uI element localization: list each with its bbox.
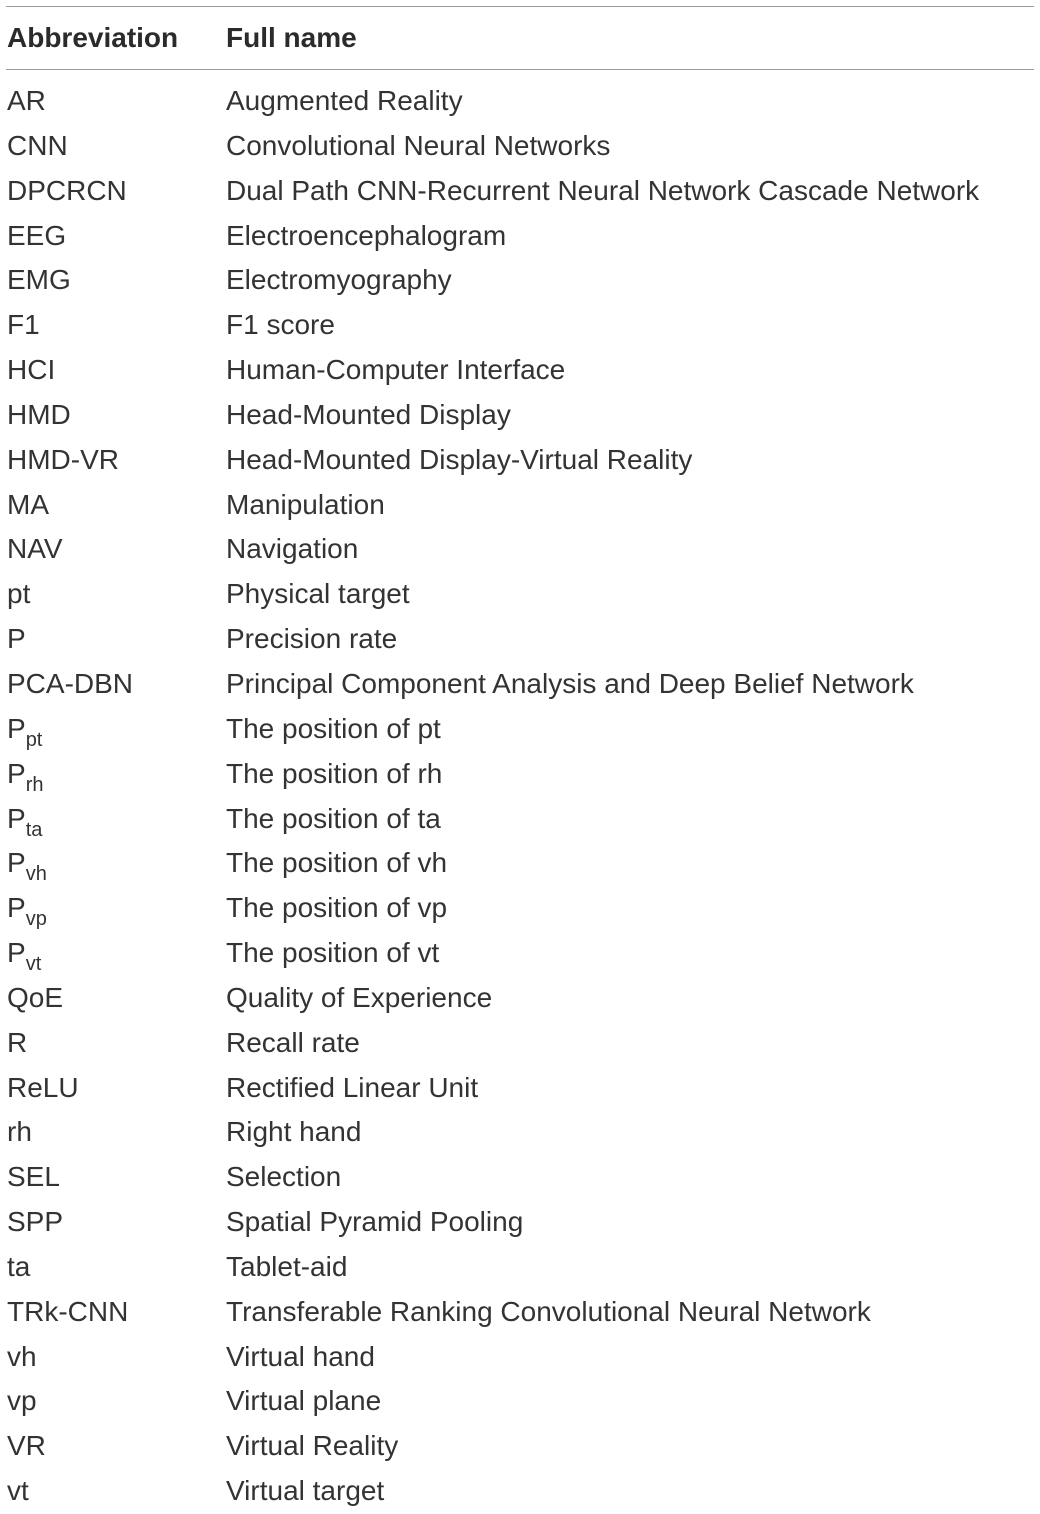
table-row (0, 124, 1040, 169)
full-name-cell: Virtual plane (226, 1385, 382, 1417)
abbreviation-text: AR (7, 85, 46, 116)
abbreviation-subscript: rh (25, 773, 44, 796)
abbreviation-cell (7, 1469, 29, 1513)
abbreviation-text: vh (7, 1340, 37, 1372)
abbreviation-text: P (7, 892, 26, 924)
table-header-rule (6, 69, 1034, 70)
abbreviation-text: QoE (7, 981, 64, 1013)
abbreviation-text: CNN (7, 129, 68, 161)
abbreviation-cell (7, 886, 47, 933)
abbreviation-text: SPP (7, 1206, 64, 1238)
abbreviation-cell (7, 214, 66, 258)
abbreviation-text: EMG (7, 264, 71, 296)
abbreviation-subscript: pt (25, 728, 43, 751)
abbreviation-cell (7, 662, 133, 706)
full-name-cell: Navigation (226, 533, 359, 565)
full-name-cell: Convolutional Neural Networks (226, 129, 611, 161)
abbreviation-text: HMD (7, 398, 71, 430)
abbreviation-text: NAV (7, 533, 63, 565)
table-row (0, 1290, 1040, 1335)
abbreviation-text: EEG (7, 219, 67, 251)
full-name-cell: Virtual target (226, 1475, 385, 1507)
abbreviation-text: MA (7, 488, 49, 520)
table-row (0, 841, 1040, 886)
abbreviation-text: P (7, 623, 26, 655)
full-name-cell: Right hand (226, 1116, 362, 1148)
abbreviation-text: P (7, 757, 26, 789)
abbreviation-subscript: vp (25, 908, 47, 931)
abbreviation-text: P (7, 847, 26, 879)
abbreviation-cell (7, 1021, 27, 1065)
full-name-cell: The position of pt (226, 712, 441, 744)
abbreviation-text: VR (7, 1430, 46, 1462)
table-row (0, 1245, 1040, 1290)
abbreviation-text: P (7, 712, 26, 744)
abbreviation-cell (7, 1110, 32, 1154)
table-row (0, 169, 1040, 214)
abbreviation-text: R (7, 1026, 28, 1058)
abbreviation-text: pt (7, 578, 31, 610)
abbreviation-cell (7, 258, 71, 302)
table-row (0, 886, 1040, 931)
abbreviation-cell (7, 931, 41, 978)
full-name-cell: Virtual hand (226, 1340, 375, 1372)
full-name-cell: The position of ta (226, 802, 441, 834)
abbreviation-text: HCI (7, 354, 56, 386)
full-name-cell: Augmented Reality (226, 85, 463, 116)
abbreviation-cell (7, 1155, 60, 1199)
table-row (0, 1155, 1040, 1200)
table-row (0, 1424, 1040, 1469)
full-name-cell: Physical target (226, 578, 410, 610)
full-name-cell: Spatial Pyramid Pooling (226, 1206, 524, 1238)
full-name-cell: The position of vp (226, 892, 448, 924)
abbreviation-cell (7, 1379, 37, 1423)
header-abbreviation: Abbreviation (7, 22, 179, 53)
abbreviation-subscript: ta (25, 818, 43, 841)
table-row (0, 707, 1040, 752)
abbreviation-text: ReLU (7, 1071, 79, 1103)
abbreviation-cell (7, 841, 47, 888)
table-row (0, 1021, 1040, 1066)
abbreviation-cell (7, 617, 26, 661)
abbreviation-cell (7, 527, 63, 571)
table-row (0, 303, 1040, 348)
full-name-cell: Electromyography (226, 264, 452, 296)
table-row (0, 483, 1040, 528)
abbreviation-text: DPCRCN (7, 174, 127, 206)
abbreviation-text: PCA-DBN (7, 667, 134, 699)
abbreviation-text: SEL (7, 1161, 60, 1193)
abbreviation-cell (7, 303, 40, 347)
table-row (0, 976, 1040, 1021)
table-row (0, 572, 1040, 617)
abbreviation-cell (7, 348, 55, 392)
abbreviation-cell (7, 124, 68, 168)
table-row (0, 931, 1040, 976)
full-name-cell: Human-Computer Interface (226, 354, 566, 386)
table-row (0, 1200, 1040, 1245)
table-row (0, 662, 1040, 707)
table-row (0, 797, 1040, 842)
abbreviation-cell (7, 1066, 79, 1110)
abbreviation-text: P (7, 937, 26, 969)
table-row (0, 527, 1040, 572)
table-row (0, 258, 1040, 303)
abbreviation-cell (7, 572, 30, 616)
full-name-cell: Manipulation (226, 488, 385, 520)
abbreviation-text: vt (7, 1475, 29, 1507)
abbreviation-subscript: vt (25, 953, 42, 976)
full-name-cell: Recall rate (226, 1026, 360, 1058)
table-row (0, 1110, 1040, 1155)
abbreviation-subscript: vh (25, 863, 47, 886)
abbreviation-text: vp (7, 1385, 37, 1417)
full-name-cell: Electroencephalogram (226, 219, 507, 251)
abbreviation-cell (7, 79, 46, 123)
table-top-rule (6, 6, 1034, 7)
abbreviation-cell (7, 1424, 46, 1468)
abbreviation-text: TRk-CNN (7, 1295, 129, 1327)
abbreviation-cell (7, 1200, 63, 1244)
table-row (0, 79, 1040, 124)
full-name-cell: Dual Path CNN-Recurrent Neural Network Cascade Network (226, 174, 980, 206)
abbreviation-cell (7, 1290, 128, 1334)
table-row (0, 752, 1040, 797)
full-name-cell: Principal Component Analysis and Deep Belief Network (226, 667, 914, 699)
abbreviation-cell (7, 707, 42, 754)
full-name-cell: Virtual Reality (226, 1430, 399, 1462)
full-name-cell: Head-Mounted Display (226, 398, 511, 430)
table-row (0, 214, 1040, 259)
abbreviation-cell (7, 976, 63, 1020)
abbreviation-cell (7, 393, 71, 437)
abbreviation-cell (7, 483, 49, 527)
full-name-cell: Quality of Experience (226, 981, 493, 1013)
table-row (0, 617, 1040, 662)
abbreviation-text: HMD-VR (7, 443, 119, 475)
full-name-cell: The position of rh (226, 757, 443, 789)
abbreviation-text: rh (7, 1116, 32, 1148)
abbreviation-text: F1 (7, 309, 40, 341)
full-name-cell: Head-Mounted Display-Virtual Reality (226, 443, 693, 475)
table-row (0, 393, 1040, 438)
abbreviation-cell (7, 1245, 30, 1289)
table-row (0, 1469, 1040, 1514)
full-name-cell: The position of vt (226, 937, 440, 969)
abbreviation-cell (7, 797, 42, 844)
header-full-name: Full name (226, 22, 357, 53)
table-row (0, 348, 1040, 393)
full-name-cell: Rectified Linear Unit (226, 1071, 479, 1103)
full-name-cell: Tablet-aid (226, 1250, 348, 1282)
table-header (0, 18, 1040, 58)
abbreviation-cell (7, 438, 119, 482)
abbreviation-cell (7, 1335, 37, 1379)
abbreviation-text: ta (7, 1250, 31, 1282)
table-body (0, 79, 1040, 1514)
table-row (0, 1335, 1040, 1380)
full-name-cell: F1 score (226, 309, 335, 341)
full-name-cell: Transferable Ranking Convolutional Neural Network (226, 1295, 871, 1327)
abbreviation-cell (7, 752, 43, 799)
table-row (0, 1066, 1040, 1111)
full-name-cell: The position of vh (226, 847, 448, 879)
table-row (0, 1379, 1040, 1424)
abbreviation-cell (7, 169, 127, 213)
table-row (0, 438, 1040, 483)
full-name-cell: Precision rate (226, 623, 398, 655)
abbreviation-text: P (7, 802, 26, 834)
full-name-cell: Selection (226, 1161, 342, 1193)
